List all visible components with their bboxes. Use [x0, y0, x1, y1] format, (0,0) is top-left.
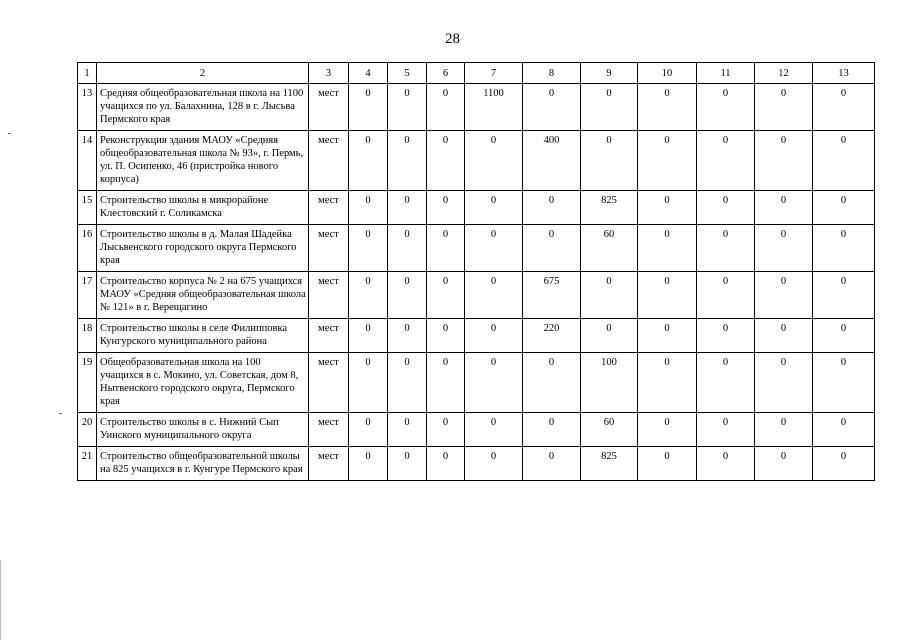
unit-cell: мест: [309, 447, 349, 481]
value-cell: 0: [349, 447, 388, 481]
unit-cell: мест: [309, 319, 349, 353]
value-cell: 0: [465, 319, 523, 353]
value-cell: 0: [755, 191, 813, 225]
value-cell: 0: [638, 191, 697, 225]
row-number-cell: 15: [78, 191, 97, 225]
page-number: 28: [445, 31, 460, 47]
value-cell: 0: [427, 191, 465, 225]
value-cell: 0: [388, 84, 427, 131]
value-cell: 0: [427, 272, 465, 319]
value-cell: 0: [697, 84, 755, 131]
value-cell: 0: [465, 225, 523, 272]
value-cell: 0: [349, 413, 388, 447]
table-row: [78, 131, 875, 191]
value-cell: 0: [427, 84, 465, 131]
value-cell: 0: [581, 84, 638, 131]
value-cell: 0: [813, 131, 875, 191]
value-cell: 0: [388, 447, 427, 481]
value-cell: 0: [465, 447, 523, 481]
table-row: [78, 84, 875, 131]
value-cell: 0: [813, 353, 875, 413]
value-cell: 0: [388, 319, 427, 353]
header-cell: 7: [465, 63, 523, 84]
row-number-cell: 14: [78, 131, 97, 191]
value-cell: 0: [813, 84, 875, 131]
value-cell: 0: [523, 353, 581, 413]
value-cell: 0: [813, 225, 875, 272]
table-row: [78, 191, 875, 225]
header-cell: 6: [427, 63, 465, 84]
value-cell: 0: [697, 319, 755, 353]
value-cell: 0: [697, 353, 755, 413]
value-cell: 0: [813, 319, 875, 353]
value-cell: 0: [465, 191, 523, 225]
value-cell: 675: [523, 272, 581, 319]
row-number-cell: 17: [78, 272, 97, 319]
value-cell: 0: [638, 319, 697, 353]
unit-cell: мест: [309, 413, 349, 447]
value-cell: 0: [755, 131, 813, 191]
table-row: [78, 447, 875, 481]
value-cell: 0: [427, 447, 465, 481]
value-cell: 825: [581, 191, 638, 225]
header-cell: 3: [309, 63, 349, 84]
value-cell: 0: [813, 447, 875, 481]
value-cell: 0: [427, 413, 465, 447]
value-cell: 0: [638, 272, 697, 319]
data-table: [77, 62, 875, 481]
table-row: [78, 272, 875, 319]
unit-cell: мест: [309, 225, 349, 272]
object-name-cell: Реконструкция здания МАОУ «Средняя общеобразовательная школа № 93», г. Пермь, ул. П. Осипенко, 46 (пристройка нового корпуса): [97, 131, 309, 191]
object-name-cell: Строительство школы в с. Нижний Сып Уинского муниципального округа: [97, 413, 309, 447]
header-cell: 10: [638, 63, 697, 84]
object-name-cell: Строительство школы в д. Малая Шадейка Лысьвенского городского округа Пермского края: [97, 225, 309, 272]
value-cell: 0: [388, 191, 427, 225]
value-cell: 60: [581, 225, 638, 272]
value-cell: 0: [638, 131, 697, 191]
value-cell: 0: [638, 84, 697, 131]
value-cell: 0: [349, 225, 388, 272]
object-name-cell: Строительство школы в селе Филипповка Кунгурского муниципального района: [97, 319, 309, 353]
value-cell: 0: [755, 319, 813, 353]
value-cell: 0: [523, 413, 581, 447]
value-cell: 825: [581, 447, 638, 481]
value-cell: 0: [349, 353, 388, 413]
value-cell: 0: [349, 84, 388, 131]
value-cell: 0: [697, 413, 755, 447]
value-cell: 0: [465, 353, 523, 413]
object-name-cell: Строительство общеобразовательной школы на 825 учащихся в г. Кунгуре Пермского края: [97, 447, 309, 481]
row-number-cell: 16: [78, 225, 97, 272]
value-cell: 0: [523, 447, 581, 481]
header-cell: 4: [349, 63, 388, 84]
value-cell: 0: [465, 272, 523, 319]
value-cell: 0: [581, 272, 638, 319]
unit-cell: мест: [309, 272, 349, 319]
value-cell: 0: [523, 225, 581, 272]
object-name-cell: Строительство школы в микрорайоне Клестовский г. Соликамска: [97, 191, 309, 225]
value-cell: 0: [813, 272, 875, 319]
row-number-cell: 18: [78, 319, 97, 353]
value-cell: 0: [349, 272, 388, 319]
value-cell: 0: [523, 191, 581, 225]
value-cell: 400: [523, 131, 581, 191]
value-cell: 0: [427, 319, 465, 353]
header-cell: 1: [78, 63, 97, 84]
margin-mark: [59, 413, 62, 414]
unit-cell: мест: [309, 191, 349, 225]
table-row: [78, 225, 875, 272]
header-cell: 8: [523, 63, 581, 84]
value-cell: 0: [638, 447, 697, 481]
value-cell: 0: [697, 225, 755, 272]
value-cell: 0: [465, 413, 523, 447]
object-name-cell: Общеобразовательная школа на 100 учащихся в с. Мокино, ул. Советская, дом 8, Нытвенского городского округа, Пермского края: [97, 353, 309, 413]
value-cell: 0: [349, 131, 388, 191]
value-cell: 0: [638, 413, 697, 447]
header-cell: 11: [697, 63, 755, 84]
value-cell: 60: [581, 413, 638, 447]
value-cell: 0: [523, 84, 581, 131]
value-cell: 0: [388, 225, 427, 272]
object-name-cell: Строительство корпуса № 2 на 675 учащихся МАОУ «Средняя общеобразовательная школа № 121» в г. Верещагино: [97, 272, 309, 319]
value-cell: 0: [388, 353, 427, 413]
value-cell: 0: [581, 319, 638, 353]
header-cell: 9: [581, 63, 638, 84]
header-cell: 5: [388, 63, 427, 84]
value-cell: 0: [388, 272, 427, 319]
value-cell: 0: [697, 272, 755, 319]
value-cell: 0: [755, 447, 813, 481]
row-number-cell: 20: [78, 413, 97, 447]
value-cell: 100: [581, 353, 638, 413]
value-cell: 0: [755, 413, 813, 447]
value-cell: 0: [427, 353, 465, 413]
header-cell: 12: [755, 63, 813, 84]
table-row: [78, 353, 875, 413]
value-cell: 0: [581, 131, 638, 191]
table-row: [78, 319, 875, 353]
margin-mark: [8, 133, 11, 134]
value-cell: 0: [349, 319, 388, 353]
table-row: [78, 413, 875, 447]
row-number-cell: 19: [78, 353, 97, 413]
table-header-row: [78, 63, 875, 84]
header-cell: 13: [813, 63, 875, 84]
header-cell: 2: [97, 63, 309, 84]
row-number-cell: 13: [78, 84, 97, 131]
unit-cell: мест: [309, 84, 349, 131]
value-cell: 0: [349, 191, 388, 225]
value-cell: 1100: [465, 84, 523, 131]
value-cell: 0: [427, 225, 465, 272]
row-number-cell: 21: [78, 447, 97, 481]
unit-cell: мест: [309, 353, 349, 413]
object-name-cell: Средняя общеобразовательная школа на 1100 учащихся по ул. Балахнина, 128 в г. Лысьва Пермского края: [97, 84, 309, 131]
value-cell: 0: [813, 191, 875, 225]
value-cell: 0: [755, 353, 813, 413]
value-cell: 0: [755, 272, 813, 319]
value-cell: 0: [465, 131, 523, 191]
value-cell: 0: [697, 447, 755, 481]
value-cell: 220: [523, 319, 581, 353]
value-cell: 0: [697, 191, 755, 225]
value-cell: 0: [755, 225, 813, 272]
unit-cell: мест: [309, 131, 349, 191]
value-cell: 0: [638, 225, 697, 272]
value-cell: 0: [427, 131, 465, 191]
value-cell: 0: [697, 131, 755, 191]
value-cell: 0: [813, 413, 875, 447]
value-cell: 0: [755, 84, 813, 131]
value-cell: 0: [388, 413, 427, 447]
scan-edge: [0, 560, 1, 640]
value-cell: 0: [388, 131, 427, 191]
value-cell: 0: [638, 353, 697, 413]
